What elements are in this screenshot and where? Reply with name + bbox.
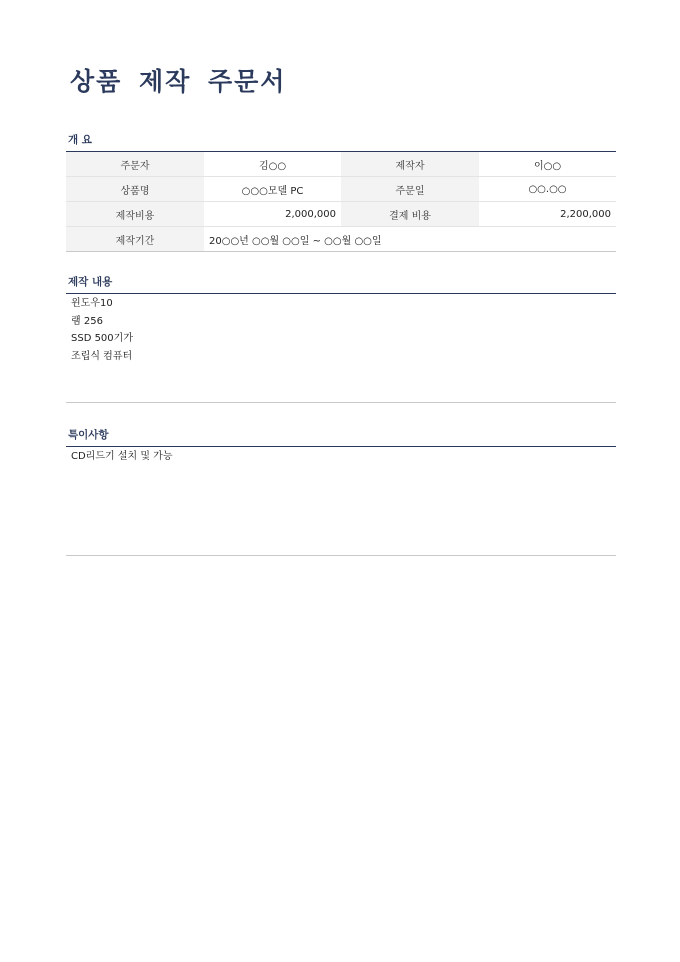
production-line: 램 256 [71,315,103,327]
notes-bottom-rule [66,555,616,556]
overview-heading: 개 요 [68,134,92,146]
production-line: SSD 500기가 [71,333,133,344]
production-line: 조립식 컴퓨터 [71,350,133,362]
production-period-label: 제작기간 [66,227,204,252]
order-date-label: 주문일 [341,177,479,202]
product-name-value: ○○○모델 PC [204,177,341,202]
maker-label: 제작자 [341,152,479,177]
orderer-value: 김○○ [204,152,341,177]
order-date-value: ○○.○○ [479,177,616,202]
production-cost-label: 제작비용 [66,202,204,227]
payment-cost-label: 결제 비용 [341,202,479,227]
production-heading: 제작 내용 [68,276,113,288]
overview-row-product [66,177,616,202]
production-period-value: 20○○년 ○○월 ○○일 ~ ○○월 ○○일 [204,227,616,252]
production-bottom-rule [66,402,616,403]
maker-value: 이○○ [479,152,616,177]
overview-row-period [66,227,616,252]
notes-content [71,448,173,466]
notes-top-rule [66,446,616,447]
overview-row-orderer [66,152,616,177]
notes-heading: 특이사항 [68,429,109,441]
production-content [71,295,133,365]
production-top-rule [66,293,616,294]
product-name-label: 상품명 [66,177,204,202]
overview-row-cost [66,202,616,227]
page-title: 상품 제작 주문서 [70,67,287,96]
production-line: 윈도우10 [71,298,113,309]
production-cost-value: 2,000,000 [204,202,341,227]
orderer-label: 주문자 [66,152,204,177]
notes-line: CD리드기 설치 및 가능 [71,451,173,462]
overview-table [66,152,616,252]
payment-cost-value: 2,200,000 [479,202,616,227]
